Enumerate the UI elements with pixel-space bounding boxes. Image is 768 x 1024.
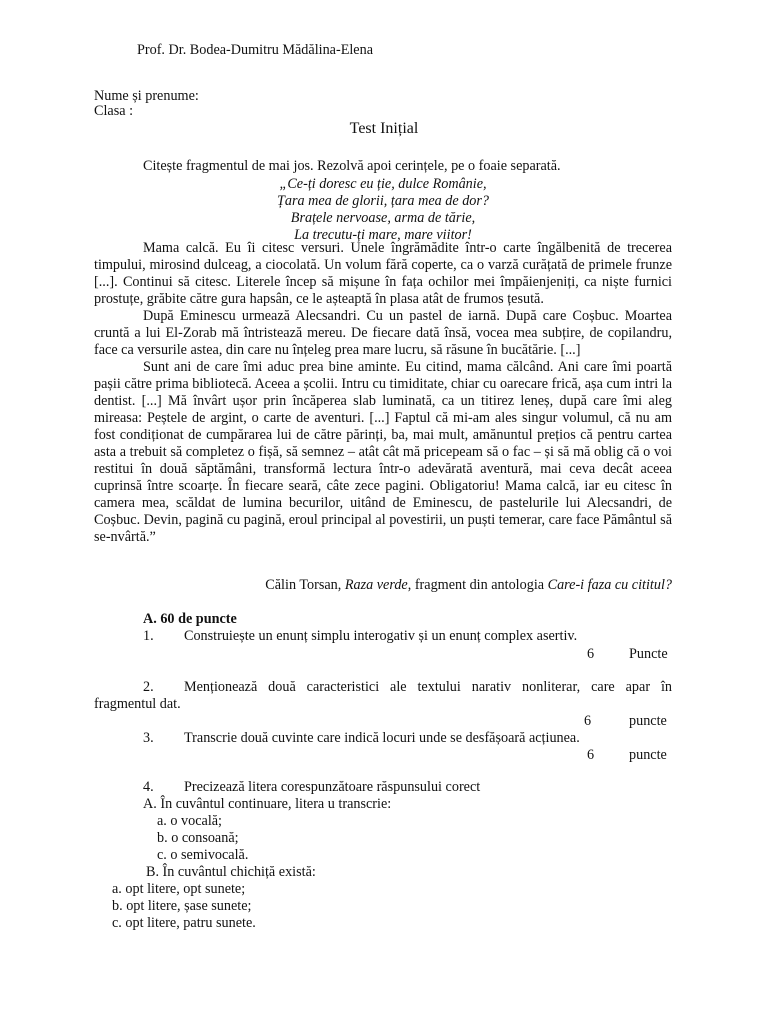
q4-part-a-prompt: A. În cuvântul continuare, litera u transcrie:	[143, 796, 392, 812]
prose-paragraph: Mama calcă. Eu îi citesc versuri. Unele îngrămădite într-o carte îngălbenită de trecerea timpului, mirosind dulceag, a ciocolată. Un volum fără coperte, ca o varză curățată de primele frunze [...]. Continui să citesc. Literele încep să mișune în fața ochilor mei împăienjeniți, ca niște furnici prostuțe, grăbite către gura hapsân, ce le așteaptă în plasa atât de frumos țesută.	[94, 240, 672, 307]
instruction-text: Citește fragmentul de mai jos. Rezolvă apoi cerințele, pe o foaie separată.	[143, 158, 561, 174]
question-2-points-label: puncte	[629, 713, 667, 729]
prose-fragment	[94, 240, 672, 546]
section-a-heading: A. 60 de puncte	[143, 611, 237, 627]
source-anthology: Care-i faza cu cititul?	[547, 577, 672, 593]
source-title: Raza verde	[344, 577, 408, 593]
question-text-continued: fragmentul dat.	[94, 696, 181, 712]
poem-line: Brațele nervoase, arma de tărie,	[290, 210, 476, 226]
q4-b-option: b. opt litere, șase sunete;	[112, 898, 252, 914]
question-3-points-label: puncte	[629, 747, 667, 763]
question-3	[94, 730, 672, 747]
question-number: 2.	[143, 679, 154, 695]
q4-a-option: c. o semivocală.	[157, 847, 249, 863]
q4-b-option: c. opt litere, patru sunete.	[112, 915, 256, 931]
question-3-points: 6	[587, 747, 595, 763]
question-text: Construiește un enunț simplu interogativ și un enunț complex asertiv.	[184, 628, 578, 644]
q4-part-b-prompt: B. În cuvântul chichiță există:	[146, 864, 316, 880]
source-middle: , fragment din antologia	[407, 577, 548, 593]
source-author: Călin Torsan,	[265, 577, 345, 593]
question-1	[94, 628, 672, 645]
poem-line: Țara mea de glorii, țara mea de dor?	[276, 193, 490, 209]
q4-a-option: b. o consoană;	[157, 830, 239, 846]
question-4	[94, 779, 672, 796]
question-1-points-label: Puncte	[629, 646, 668, 662]
question-1-points: 6	[587, 646, 595, 662]
question-text: Menționează două caracteristici ale textului narativ nonliterar, care apar în	[184, 679, 672, 695]
source-citation	[94, 577, 672, 594]
q4-b-option: a. opt litere, opt sunete;	[112, 881, 246, 897]
poem-excerpt	[94, 176, 672, 244]
page-title: Test Inițial	[349, 120, 419, 137]
poem-line: „Ce-ți doresc eu ție, dulce Românie,	[279, 176, 487, 192]
question-text: Precizează litera corespunzătoare răspunsului corect	[184, 779, 481, 795]
poem-line: La trecutu-ți mare, mare viitor!	[294, 227, 472, 243]
prose-paragraph: După Eminescu urmează Alecsandri. Cu un pastel de iarnă. După care Coșbuc. Moartea cruntă a lui El-Zorab mă întristează mereu. De fiecare dată însă, vocea mea subțire, de copilandru, face ca versurile astea, din care nu înțeleg prea mare lucru, să răsune în bucătărie. [...]	[94, 308, 672, 358]
question-text: Transcrie două cuvinte care indică locuri unde se desfășoară acțiunea.	[184, 730, 580, 746]
question-number: 1.	[143, 628, 154, 644]
q4-a-option: a. o vocală;	[157, 813, 222, 829]
question-2	[94, 679, 672, 713]
class-label: Clasa :	[94, 103, 134, 119]
question-2-points: 6	[584, 713, 592, 729]
question-number: 4.	[143, 779, 154, 795]
author-line: Prof. Dr. Bodea-Dumitru Mădălina-Elena	[137, 42, 373, 58]
prose-paragraph: Sunt ani de care îmi aduc prea bine aminte. Eu citind, mama călcând. Ani care îmi poartă pașii către prima bibliotecă. Aceea a școlii. Intru cu timiditate, chiar cu oarecare frică, așa cum intri la dentist. [...] Mă învârt ușor prin încăperea slab luminată, ca un titirez leneș, după care îmi aleg mireasa: Peștele de argint, o carte de aventuri. [...] Faptul că mi-am ales singur volumul, că nu am fost condiționat de cumpărarea lui de către părinți, ba, mai mult, amănuntul prețios că pentru cartea asta a trebuit să completez o fișă, să semnez – atât cât mă pricepeam să o fac – și să mă oblig că o voi restitui în două săptămâni, transformă lectura într-o adevărată aventură, mai ceva decât aceea cuprinsă între scoarțe. În fiecare seară, câte zece pagini. Obligatoriu! Mama calcă, iar eu citesc în camera mea, scăldat de lumina becurilor, uitând de Eminescu, de pastelurile lui Alecsandri, de Coșbuc. Devin, pagină cu pagină, eroul principal al povestirii, un puști temerar, care face Pământul să se-nvârtă.”	[94, 359, 672, 545]
name-label: Nume și prenume:	[94, 88, 199, 104]
question-number: 3.	[143, 730, 154, 746]
